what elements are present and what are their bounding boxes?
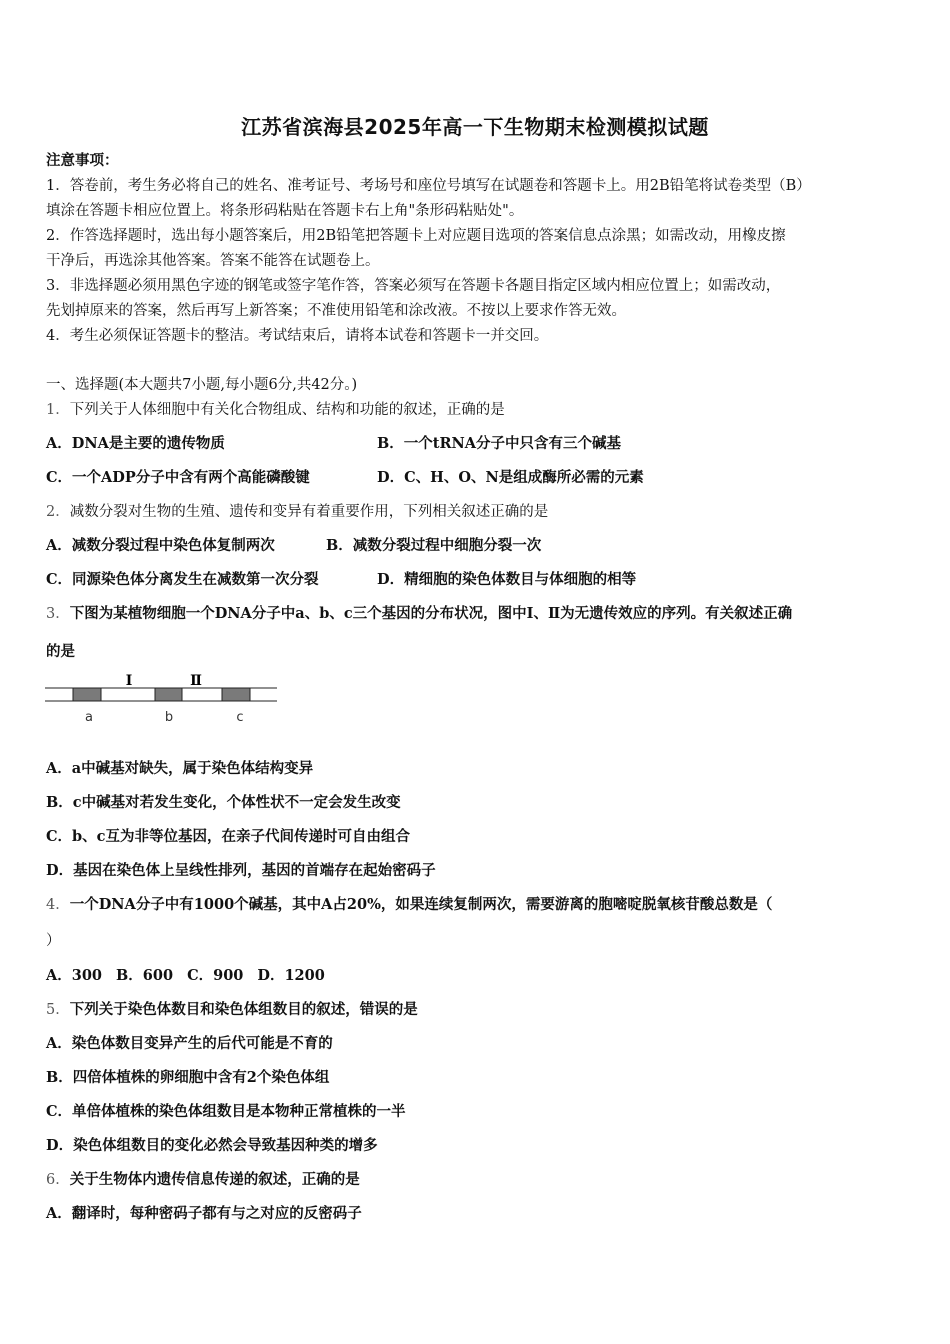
dna-gene-diagram [45, 670, 285, 730]
option-a: A．翻译时，每种密码子都有与之对应的反密码子 [46, 1205, 362, 1222]
question-3-stem-cont: 的是 [46, 643, 75, 660]
gene-label-b: b [164, 710, 174, 725]
option-a: A．300 [46, 967, 103, 984]
question-text: 下列关于人体细胞中有关化合物组成、结构和功能的叙述，正确的是 [69, 402, 505, 418]
question-1-stem [46, 400, 505, 420]
option-c: C．单倍体植株的染色体组数目是本物种正常植株的一半 [46, 1103, 406, 1120]
question-6-stem [46, 1170, 360, 1190]
option-c: C．一个ADP分子中含有两个高能磷酸键 [46, 469, 310, 486]
option-c: C．900 [187, 967, 244, 984]
option-b: B．c中碱基对若发生变化，个体性状不一定会发生改变 [46, 794, 401, 811]
option-b: B．600 [116, 967, 174, 984]
question-number: 5． [46, 1002, 70, 1018]
question-number: 4． [46, 897, 70, 913]
question-number: 2． [46, 504, 70, 520]
notice-line: 4．考生必须保证答题卡的整洁。考试结束后，请将本试卷和答题卡一并交回。 [46, 328, 549, 344]
option-b: B．四倍体植株的卵细胞中含有2个染色体组 [46, 1069, 330, 1086]
option-a: A．DNA是主要的遗传物质 [46, 435, 225, 452]
sequence-label-2: Ⅱ [190, 673, 202, 689]
question-text: 减数分裂对生物的生殖、遗传和变异有着重要作用，下列相关叙述正确的是 [69, 504, 549, 520]
sequence-label-1: Ⅰ [125, 673, 133, 689]
notice-line: 先划掉原来的答案，然后再写上新答案；不准使用铅笔和涂改液。不按以上要求作答无效。 [46, 303, 626, 319]
question-text: 下列关于染色体数目和染色体组数目的叙述，错误的是 [69, 1001, 418, 1018]
option-a: A．减数分裂过程中染色体复制两次 [46, 537, 275, 554]
question-number: 1． [46, 402, 70, 418]
gene-b-segment [155, 688, 182, 701]
option-d: D．染色体组数目的变化必然会导致基因种类的增多 [46, 1137, 378, 1154]
notice-heading: 注意事项： [46, 152, 119, 169]
option-c: C．同源染色体分离发生在减数第一次分裂 [46, 571, 319, 588]
option-d: D．C、H、O、N是组成酶所必需的元素 [377, 469, 644, 486]
option-b: B．减数分裂过程中细胞分裂一次 [326, 537, 542, 554]
section-heading: 一、选择题(本大题共7小题,每小题6分,共42分。) [46, 377, 358, 393]
question-2-stem [46, 502, 548, 522]
page-title: 江苏省滨海县2025年高一下生物期末检测模拟试题 [241, 115, 709, 139]
question-1-options-row-1 [46, 434, 225, 454]
question-4-stem-cont: ） [46, 933, 61, 949]
notice-line: 2．作答选择题时，选出每小题答案后，用2B铅笔把答题卡上对应题目选项的答案信息点涂黑；如需改动，用橡皮擦 [46, 228, 786, 244]
option-a: A．染色体数目变异产生的后代可能是不育的 [46, 1035, 333, 1052]
question-number: 6． [46, 1172, 70, 1188]
notice-line: 3．非选择题必须用黑色字迹的钢笔或签字笔作答，答案必须写在答题卡各题目指定区域内相应位置上；如需改动， [46, 278, 781, 294]
gene-label-a: a [85, 710, 93, 725]
gene-a-segment [73, 688, 101, 701]
option-d: D．基因在染色体上呈线性排列，基因的首端存在起始密码子 [46, 862, 436, 879]
option-b: B．一个tRNA分子中只含有三个碱基 [377, 435, 622, 452]
question-text: 关于生物体内遗传信息传递的叙述，正确的是 [69, 1171, 360, 1188]
gene-c-segment [222, 688, 250, 701]
question-3-stem [46, 604, 792, 624]
notice-line: 干净后，再选涂其他答案。答案不能答在试题卷上。 [46, 253, 380, 269]
question-4-options [46, 966, 339, 986]
question-5-stem [46, 1000, 418, 1020]
notice-line: 1．答卷前，考生务必将自己的姓名、准考证号、考场号和座位号填写在试题卷和答题卡上。用2B铅笔将试卷类型（B） [46, 178, 811, 194]
question-number: 3． [46, 606, 70, 622]
option-a: A．a中碱基对缺失，属于染色体结构变异 [46, 760, 314, 777]
question-text: 下图为某植物细胞一个DNA分子中a、b、c三个基因的分布状况，图中Ⅰ、Ⅱ为无遗传效应的序列。有关叙述正确 [69, 605, 793, 622]
question-text: 一个DNA分子中有1000个碱基，其中A占20%，如果连续复制两次，需要游离的胞嘧啶脱氧核苷酸总数是（ [69, 896, 773, 913]
option-d: D．精细胞的染色体数目与体细胞的相等 [377, 571, 637, 588]
option-d: D．1200 [257, 967, 325, 984]
option-c: C．b、c互为非等位基因，在亲子代间传递时可自由组合 [46, 828, 411, 845]
question-4-stem [46, 895, 772, 915]
gene-label-c: c [236, 710, 244, 725]
notice-line: 填涂在答题卡相应位置上。将条形码粘贴在答题卡右上角"条形码粘贴处"。 [46, 203, 524, 219]
